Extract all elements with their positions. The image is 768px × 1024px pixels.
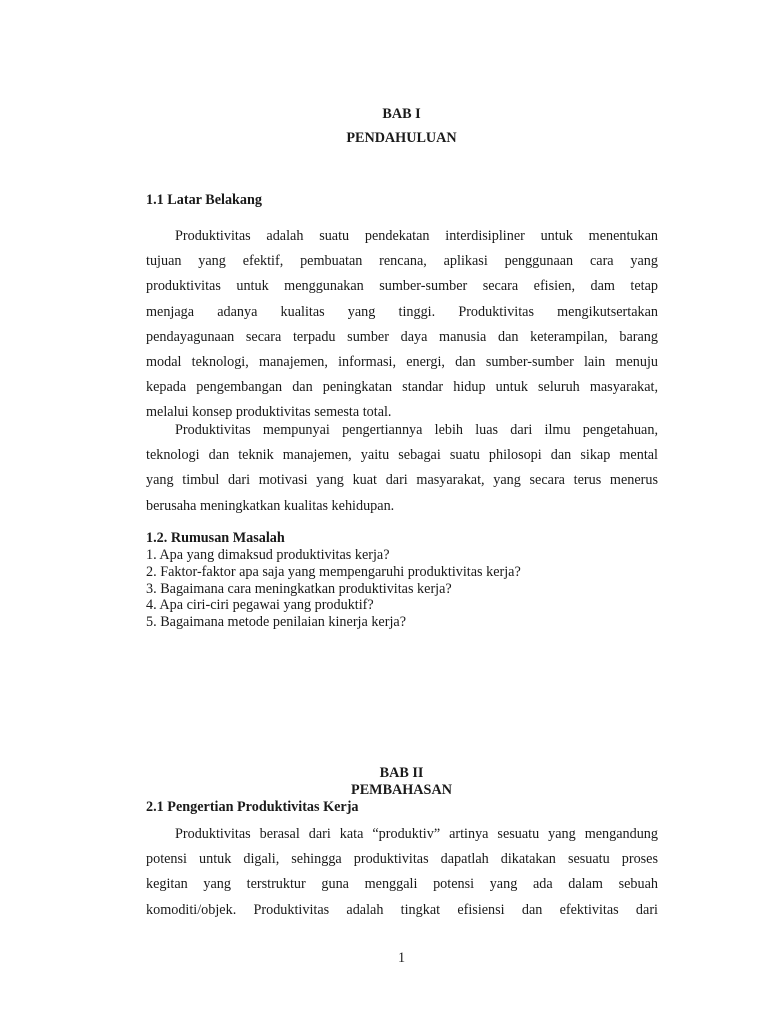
chapter-title: BAB II xyxy=(379,765,424,781)
paragraph-line: Produktivitas adalah suatu pendekatan interdisipliner untuk menentukan xyxy=(175,228,658,244)
paragraph-line: tujuan yang efektif, pembuatan rencana, aplikasi penggunaan cara yang xyxy=(146,253,658,270)
paragraph-line: menjaga adanya kualitas yang tinggi. Produktivitas mengikutsertakan xyxy=(146,303,658,320)
section-heading: 1.2. Rumusan Masalah xyxy=(146,530,285,546)
problem-list xyxy=(146,547,666,631)
list-item: 5. Bagaimana metode penilaian kinerja kerja? xyxy=(146,614,406,631)
paragraph-line: kegitan yang terstruktur guna menggali potensi yang ada dalam sebuah xyxy=(146,876,658,893)
paragraph-line: potensi untuk digali, sehingga produktivitas dapatlah dikatakan sesuatu proses xyxy=(146,851,658,868)
paragraph-line: pendayagunaan secara terpadu sumber daya manusia dan keterampilan, barang xyxy=(146,328,658,345)
paragraph-line: modal teknologi, manajemen, informasi, energi, dan sumber-sumber lain menuju xyxy=(146,353,658,370)
paragraph-line: Produktivitas mempunyai pengertiannya lebih luas dari ilmu pengetahuan, xyxy=(175,422,658,438)
paragraph-line: Produktivitas berasal dari kata “produktiv” artinya sesuatu yang mengandung xyxy=(175,826,658,842)
chapter-subtitle: PEMBAHASAN xyxy=(351,782,452,798)
list-item: 4. Apa ciri-ciri pegawai yang produktif? xyxy=(146,597,374,614)
paragraph-line: berusaha meningkatkan kualitas kehidupan. xyxy=(146,497,395,514)
chapter-subtitle: PENDAHULUAN xyxy=(346,130,457,146)
list-item: 1. Apa yang dimaksud produktivitas kerja? xyxy=(146,547,390,563)
section-heading: 1.1 Latar Belakang xyxy=(146,192,263,208)
paragraph-line: yang timbul dari motivasi yang kuat dari masyarakat, yang secara terus menerus xyxy=(146,472,658,489)
list-item: 3. Bagaimana cara meningkatkan produktivitas kerja? xyxy=(146,580,452,597)
section-heading: 2.1 Pengertian Produktivitas Kerja xyxy=(146,799,359,815)
paragraph xyxy=(146,822,658,923)
paragraph-line: komoditi/objek. Produktivitas adalah tingkat efisiensi dan efektivitas dari xyxy=(146,901,658,918)
page-number: 1 xyxy=(397,950,406,966)
paragraph-line: kepada pengembangan dan peningkatan standar hidup untuk seluruh masyarakat, xyxy=(146,379,658,396)
paragraph-line: teknologi dan teknik manajemen, yaitu sebagai suatu philosopi dan sikap mental xyxy=(146,447,658,464)
chapter-title: BAB I xyxy=(382,106,421,122)
paragraph xyxy=(146,224,658,426)
paragraph-line: produktivitas untuk menggunakan sumber-sumber secara efisien, dam tetap xyxy=(146,278,658,295)
paragraph xyxy=(146,418,658,519)
list-item: 2. Faktor-faktor apa saja yang mempengaruhi produktivitas kerja? xyxy=(146,563,521,580)
paragraph-line: melalui konsep produktivitas semesta total. xyxy=(146,404,392,421)
